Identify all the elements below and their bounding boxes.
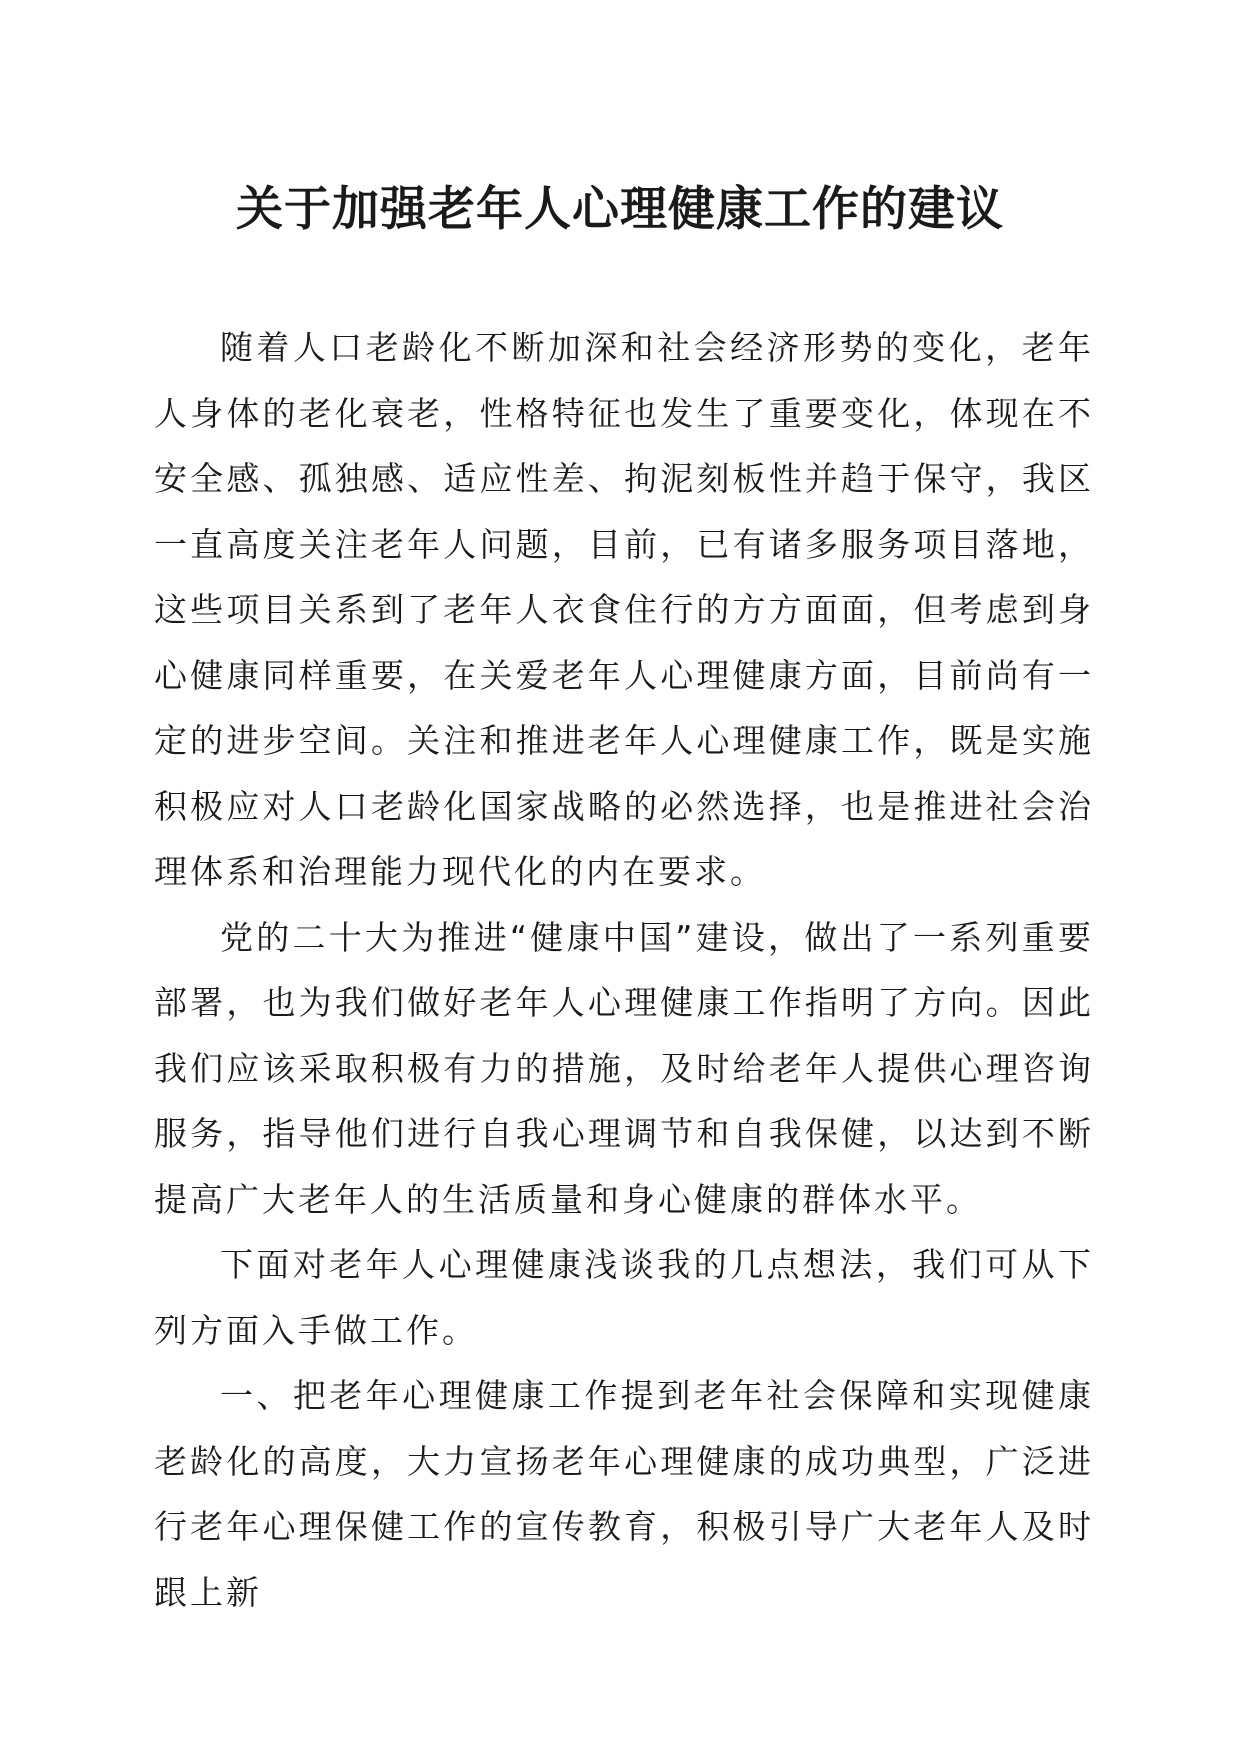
paragraph-party-congress: 党的二十大为推进“健康中国”建设，做出了一系列重要部署，也为我们做好老年人心理健康工作指明了方向。因此我们应该采取积极有力的措施，及时给老年人提供心理咨询服务，指导他们进行自我心理调节和自我保健，以达到不断提高广大老年人的生活质量和身心健康的群体水平。 xyxy=(154,917,1094,1219)
paragraph-suggestion-one: 一、把老年心理健康工作提到老年社会保障和实现健康老龄化的高度，大力宣扬老年心理健康的成功典型，广泛进行老年心理保健工作的宣传教育，积极引导广大老年人及时跟上新 xyxy=(154,1376,1094,1612)
document-title: 关于加强老年人心理健康工作的建议 xyxy=(236,182,1004,237)
document-body xyxy=(154,315,1094,1625)
paragraph-suggestions-intro: 下面对老年人心理健康浅谈我的几点想法，我们可从下列方面入手做工作。 xyxy=(154,1245,1094,1350)
paragraph-intro: 随着人口老龄化不断加深和社会经济形势的变化，老年人身体的老化衰老，性格特征也发生了重要变化，体现在不安全感、孤独感、适应性差、拘泥刻板性并趋于保守，我区一直高度关注老年人问题，目前，已有诸多服务项目落地，这些项目关系到了老年人衣食住行的方方面面，但考虑到身心健康同样重要，在关爱老年人心理健康方面，目前尚有一定的进步空间。关注和推进老年人心理健康工作，既是实施积极应对人口老龄化国家战略的必然选择，也是推进社会治理体系和治理能力现代化的内在要求。 xyxy=(154,328,1094,891)
